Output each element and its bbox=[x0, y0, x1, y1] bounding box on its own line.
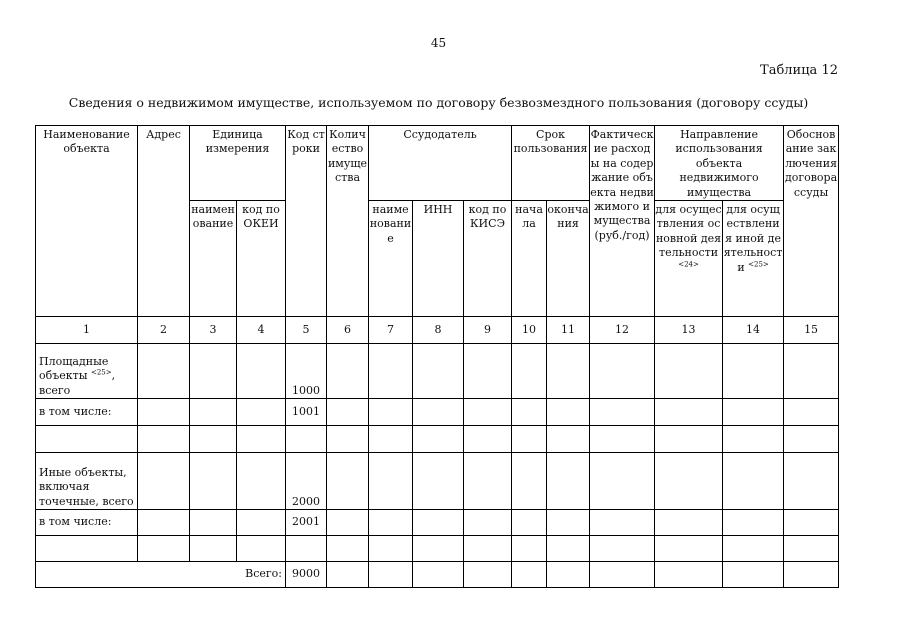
header-direction-other: для осуществления иной деятельности $^{<25>}$ bbox=[723, 201, 784, 317]
table-row bbox=[36, 453, 839, 510]
header-justification: Обоснование заключения договора ссуды bbox=[784, 126, 839, 317]
footnote-25: <25> bbox=[748, 260, 769, 268]
header-lender: Ссудодатель bbox=[369, 126, 512, 201]
col-number: 2 bbox=[138, 317, 190, 344]
table-row bbox=[36, 426, 839, 453]
row-code: 2000 bbox=[286, 453, 327, 510]
col-number: 6 bbox=[327, 317, 369, 344]
header-term: Срок пользования bbox=[512, 126, 590, 201]
col-number: 1 bbox=[36, 317, 138, 344]
col-number: 5 bbox=[286, 317, 327, 344]
col-number: 11 bbox=[547, 317, 590, 344]
col-number: 13 bbox=[655, 317, 723, 344]
header-quantity: Количество имущества bbox=[327, 126, 369, 317]
property-table bbox=[35, 125, 839, 588]
header-name-object: Наименование объекта bbox=[36, 126, 138, 317]
header-address: Адрес bbox=[138, 126, 190, 317]
col-number: 12 bbox=[590, 317, 655, 344]
header-term-end: окончания bbox=[547, 201, 590, 317]
header-unit-okei: код по ОКЕИ bbox=[237, 201, 286, 317]
col-number: 4 bbox=[237, 317, 286, 344]
col-number: 7 bbox=[369, 317, 413, 344]
header-lender-inn: ИНН bbox=[413, 201, 464, 317]
header-term-start: начала bbox=[512, 201, 547, 317]
page-number: 45 bbox=[430, 36, 447, 50]
row-name: в том числе: bbox=[36, 510, 138, 536]
header-unit-name: наименование bbox=[190, 201, 237, 317]
total-row bbox=[36, 562, 839, 588]
header-lender-kise: код по КИСЭ bbox=[464, 201, 512, 317]
footnote-24: <24> bbox=[678, 260, 699, 268]
header-line-code: Код строки bbox=[286, 126, 327, 317]
row-code: 1001 bbox=[286, 399, 327, 426]
row-code: 1000 bbox=[286, 344, 327, 399]
row-name-other-objects: Иные объекты, включая точечные, всего bbox=[36, 453, 138, 510]
footnote-25: <25> bbox=[90, 368, 112, 377]
col-number: 3 bbox=[190, 317, 237, 344]
col-number: 10 bbox=[512, 317, 547, 344]
col-number: 15 bbox=[784, 317, 839, 344]
table-number: Таблица 12 bbox=[760, 63, 838, 78]
header-lender-name: наименование bbox=[369, 201, 413, 317]
header-unit: Единица измерения bbox=[190, 126, 286, 201]
row-name: в том числе: bbox=[36, 399, 138, 426]
table-row bbox=[36, 344, 839, 399]
document-title: Сведения о недвижимом имуществе, используемом по договору безвозмездного пользования (договору ссуды) bbox=[68, 95, 809, 110]
row-code: 2001 bbox=[286, 510, 327, 536]
table-row bbox=[36, 536, 839, 562]
col-number: 9 bbox=[464, 317, 512, 344]
table-row bbox=[36, 510, 839, 536]
column-number-row bbox=[36, 317, 839, 344]
row-name-area-objects: Площадные объекты $^{<25>}$, всего bbox=[36, 344, 138, 399]
header-direction-main: для осуществления основной деятельности $^{<24>}$ bbox=[655, 201, 723, 317]
col-number: 14 bbox=[723, 317, 784, 344]
col-number: 8 bbox=[413, 317, 464, 344]
total-label: Всего: bbox=[36, 562, 286, 588]
table-row bbox=[36, 399, 839, 426]
header-actual-costs: Фактические расходы на содержание объекта недвижимого имущества (руб./год) bbox=[590, 126, 655, 317]
row-code: 9000 bbox=[286, 562, 327, 588]
header-direction: Направление использования объекта недвижимого имущества bbox=[655, 126, 784, 201]
